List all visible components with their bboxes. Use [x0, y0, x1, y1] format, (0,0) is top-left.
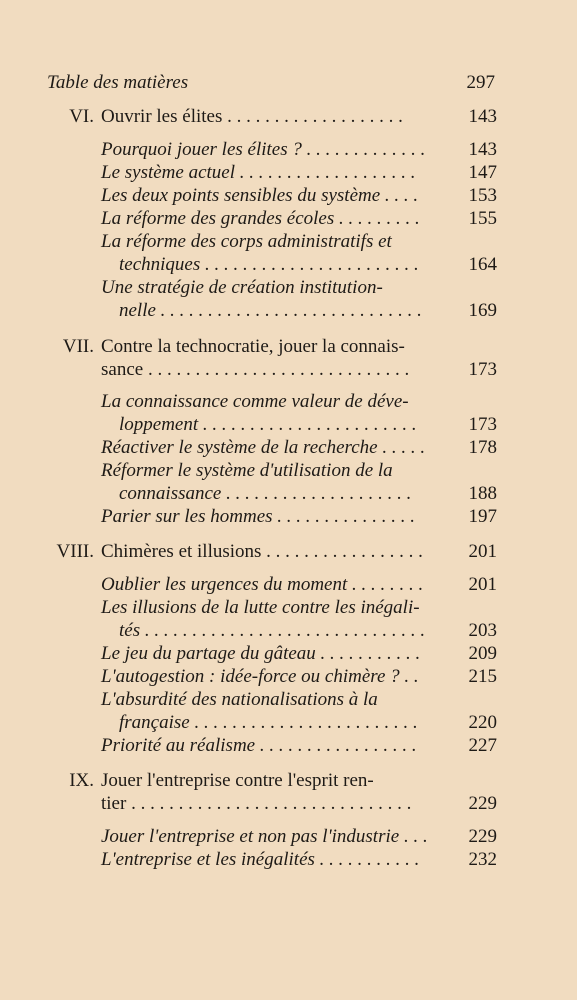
chapter-page: 143	[468, 106, 497, 127]
section-title: Priorité au réalisme . . . . . . . . . . . . . . . . .	[101, 735, 417, 756]
chapter-title: Chimères et illusions . . . . . . . . . . . . . . . . .	[101, 541, 423, 562]
section-page: 147	[468, 162, 497, 183]
section-title: L'autogestion : idée-force ou chimère ? . .	[101, 666, 419, 687]
section-page: 197	[468, 506, 497, 527]
running-header-page-number: 297	[466, 72, 495, 93]
section-title: Les illusions de la lutte contre les inégali-	[101, 597, 420, 618]
section-page: 169	[468, 300, 497, 321]
section-title: Réformer le système d'utilisation de la	[101, 460, 393, 481]
section-title: La réforme des corps administratifs et	[101, 231, 392, 252]
chapter-title: Jouer l'entreprise contre l'esprit ren-	[101, 770, 374, 791]
section-title-continued: tés . . . . . . . . . . . . . . . . . . . . . . . . . . . . . .	[119, 620, 426, 641]
section-page: 164	[468, 254, 497, 275]
section-page: 232	[468, 849, 497, 870]
section-title: La connaissance comme valeur de déve-	[101, 391, 409, 412]
section-title-continued: française . . . . . . . . . . . . . . . . . . . . . . . .	[119, 712, 418, 733]
chapter-number: IX.	[69, 770, 94, 791]
chapter-number: VIII.	[56, 541, 94, 562]
section-title: La réforme des grandes écoles . . . . . . . . .	[101, 208, 420, 229]
section-page: 155	[468, 208, 497, 229]
section-page: 220	[468, 712, 497, 733]
section-title: Jouer l'entreprise et non pas l'industrie . . .	[101, 826, 428, 847]
section-page: 215	[468, 666, 497, 687]
chapter-title: Ouvrir les élites . . . . . . . . . . . . . . . . . . .	[101, 106, 403, 127]
chapter-page: 173	[468, 359, 497, 380]
running-header-title: Table des matières	[47, 72, 189, 93]
section-page: 209	[468, 643, 497, 664]
section-page: 173	[468, 414, 497, 435]
section-title: Oublier les urgences du moment . . . . . . . .	[101, 574, 424, 595]
section-title-continued: techniques . . . . . . . . . . . . . . . . . . . . . . .	[119, 254, 419, 275]
section-page: 229	[468, 826, 497, 847]
section-title: Le système actuel . . . . . . . . . . . . . . . . . . .	[101, 162, 416, 183]
section-title: Les deux points sensibles du système . . . .	[101, 185, 419, 206]
section-title: Le jeu du partage du gâteau . . . . . . . . . . .	[101, 643, 421, 664]
chapter-title: Contre la technocratie, jouer la connais-	[101, 336, 405, 357]
section-title: L'entreprise et les inégalités . . . . . . . . . . .	[101, 849, 420, 870]
chapter-title-continued: sance . . . . . . . . . . . . . . . . . . . . . . . . . . . .	[101, 359, 410, 380]
chapter-page: 201	[468, 541, 497, 562]
chapter-page: 229	[468, 793, 497, 814]
chapter-number: VI.	[69, 106, 94, 127]
chapter-number: VII.	[62, 336, 94, 357]
chapter-title-continued: tier . . . . . . . . . . . . . . . . . . . . . . . . . . . . . .	[101, 793, 412, 814]
section-page: 143	[468, 139, 497, 160]
section-page: 153	[468, 185, 497, 206]
section-title: L'absurdité des nationalisations à la	[101, 689, 378, 710]
section-title-continued: nelle . . . . . . . . . . . . . . . . . . . . . . . . . . . .	[119, 300, 422, 321]
section-page: 227	[468, 735, 497, 756]
section-page: 203	[468, 620, 497, 641]
section-page: 188	[468, 483, 497, 504]
section-title: Parier sur les hommes . . . . . . . . . . . . . . .	[101, 506, 416, 527]
section-title: Réactiver le système de la recherche . . . . .	[101, 437, 426, 458]
section-page: 178	[468, 437, 497, 458]
section-page: 201	[468, 574, 497, 595]
section-title: Une stratégie de création institution-	[101, 277, 383, 298]
section-title-continued: connaissance . . . . . . . . . . . . . . . . . . . .	[119, 483, 412, 504]
section-title: Pourquoi jouer les élites ? . . . . . . . . . . . . .	[101, 139, 426, 160]
section-title-continued: loppement . . . . . . . . . . . . . . . . . . . . . . .	[119, 414, 417, 435]
